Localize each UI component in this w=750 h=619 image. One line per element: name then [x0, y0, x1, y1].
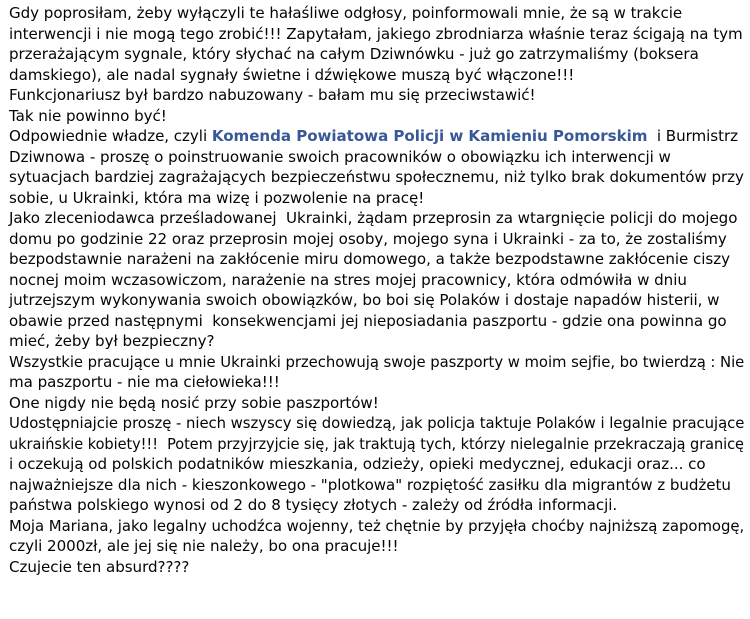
post-line-6: Tak nie powinno być!: [9, 106, 167, 125]
post-line-21: Udostępniajcie proszę - niech wszyscy się dowiedzą, jak policja taktuje Polaków i legalnie pracujące: [9, 414, 745, 432]
post-line-19: ma paszportu - nie ma ciełowieka!!!: [9, 373, 280, 391]
post-line-7-before: Odpowiednie władze, czyli: [9, 127, 212, 145]
post-line-8: Dziwnowa - proszę o poinstruowanie swoich pracowników o obowiązku ich interwencji w: [9, 147, 671, 166]
post-line-17: mieć, żeby był bezpieczny?: [9, 332, 215, 350]
police-page-link[interactable]: Komenda Powiatowa Policji w Kamieniu Pomorskim: [211, 127, 648, 145]
post-line-26: Moja Mariana, jako legalny uchodźca wojenny, też chętnie by przyjęła choćby najniższą zapomogę,: [9, 516, 745, 535]
post-line-5: Funkcjonariusz był bardzo nabuzowany - bałam mu się przeciwstawić!: [9, 86, 536, 104]
post-line-9: sytuacjach bardziej zagrażających bezpieczeństwu społecznemu, niż tylko brak dokumentów przy: [9, 168, 744, 186]
post-line-3: przerażającym sygnale, który słychać na całym Dziwnówku - już go zatrzymaliśmy (boksera: [9, 45, 699, 63]
post-line-15: jutrzejszym wykonywania swoich obowiązków, bo boi się Polaków i dostaje napadów histerii, w: [9, 291, 720, 309]
post-line-12: domu po godzinie 22 oraz przeprosin mojej osoby, mojego syna i Ukrainki - za to, że zostaliśmy: [9, 229, 727, 248]
post-line-16: obawie przed następnymi konsekwencjami jej nieposiadania paszportu - gdzie ona powinna go: [9, 311, 727, 330]
post-line-1: Gdy poprosiłam, żeby wyłączyli te hałaśliwe odgłosy, poinformowali mnie, że są w trakcie: [9, 4, 683, 22]
post-line-20: One nigdy nie będą nosić przy sobie paszportów!: [9, 393, 379, 412]
post-line-2: interwencji i nie mogą tego zrobić!!! Zapytałam, jakiego zbrodniarza właśnie teraz ścigają na tym: [9, 24, 743, 43]
post-line-22: ukraińskie kobiety!!! Potem przyjrzyjcie się, jak traktują tych, którzy nielegalnie przekraczają granicę: [9, 434, 744, 453]
post-line-11: Jako zleceniodawca prześladowanej Ukrainki, żądam przeprosin za wtargnięcie policji do mojego: [9, 209, 738, 227]
post-line-7: [9, 126, 744, 147]
post-line-25: państwa polskiego wynosi od 2 do 8 tysięcy złotych - zależy od źródła informacji.: [9, 496, 618, 514]
post-line-24: najważniejsze dla nich - kieszonkowego - "plotkowa" rozpiętość zasiłku dla migrantów z budżetu: [9, 475, 731, 494]
post-line-18: Wszystkie pracujące u mnie Ukrainki przechowują swoje paszporty w moim sejfie, bo twierdzą : Nie: [9, 352, 745, 371]
post-line-7-after: i Burmistrz: [647, 127, 738, 145]
post-line-13: bezpodstawnie narażeni na zakłócenie miru domowego, a także bezpodstawne zakłócenie ciszy: [9, 250, 730, 268]
post-line-4: damskiego), ale nadal sygnały świetne i dźwiękowe muszą być włączone!!!: [9, 65, 575, 84]
post-line-28: Czujecie ten absurd????: [9, 557, 190, 576]
post-line-14: nocnej moim wczasowiczom, narażenie na stres mojej pracownicy, która odmówiła w dniu: [9, 270, 687, 289]
post-line-27: czyli 2000zł, ale jej się nie należy, bo ona pracuje!!!: [9, 537, 399, 555]
post-line-23: i oczekują od polskich podatników mieszkania, odzieży, opieki medycznej, edukacji oraz... co: [9, 455, 706, 473]
post-line-10: sobie, u Ukrainki, która ma wizę i pozwolenie na pracę!: [9, 188, 425, 207]
